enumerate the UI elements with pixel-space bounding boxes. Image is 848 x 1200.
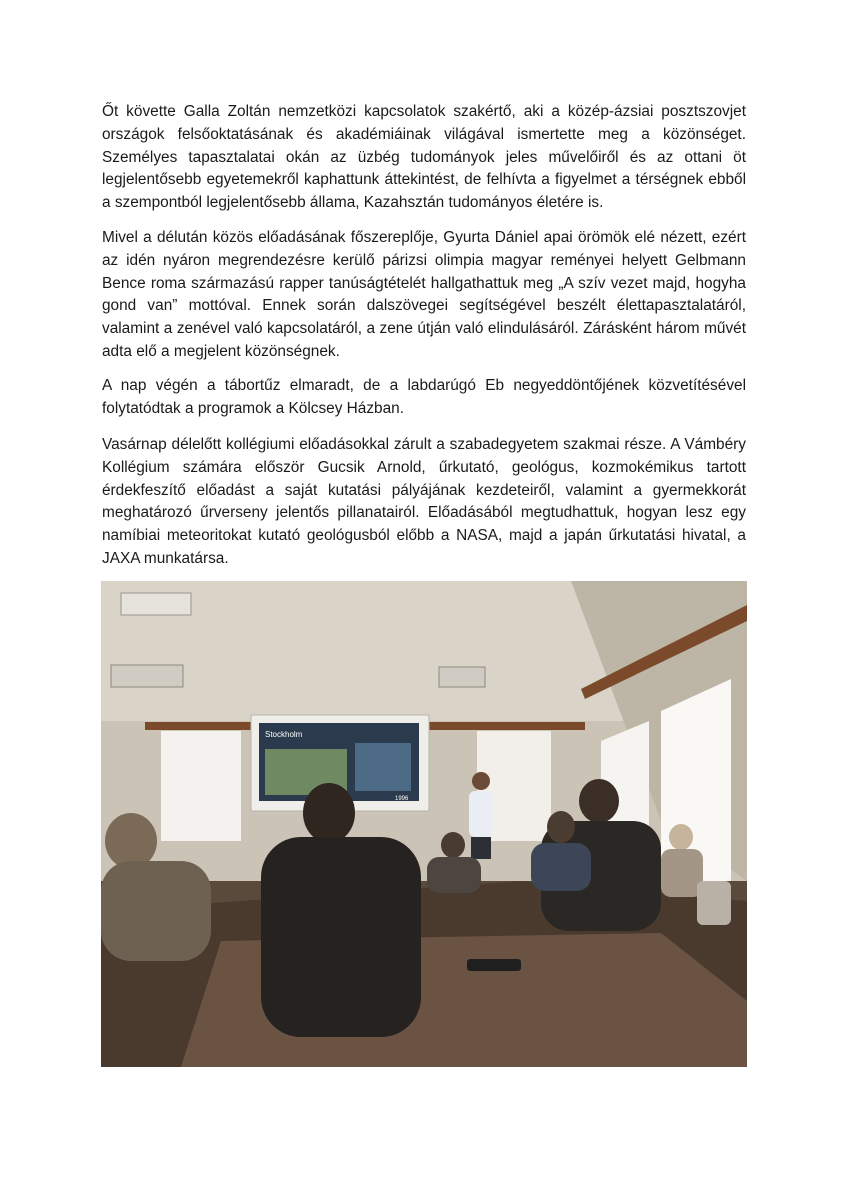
paragraph-4: Vasárnap délelőtt kollégiumi előadásokkal zárult a szabadegyetem szakmai része. A Vámbéry Kollégium számára először Gucsik Arnold, űrkutató, geológus, kozmokémikus tartott érdekfeszítő előadást a saját kutatási pályájának kezdeteiről, valamint a gyermekkorát meghatározó űrverseny jelentős pillanatairól. Előadásából megtudhattuk, hogyan lesz egy namíbiai meteoritokat kutató geológusból előbb a NASA, majd a japán űrkutatási hivatal, a JAXA munkatársa.	[102, 436, 746, 567]
audience-body	[661, 849, 703, 897]
lecture-photo	[101, 581, 747, 1067]
audience-head	[303, 783, 355, 843]
slide-year: 1996	[395, 796, 409, 802]
phone	[467, 959, 521, 971]
presenter-legs	[471, 837, 491, 859]
projector	[121, 593, 191, 615]
slide-title: Stockholm	[265, 730, 303, 739]
paragraph-3: A nap végén a tábortűz elmaradt, de a labdarúgó Eb negyeddöntőjének közvetítésével folytatódtak a programok a Kölcsey Házban.	[102, 377, 746, 417]
ac-unit-left	[111, 665, 183, 687]
ac-unit-right	[439, 667, 485, 687]
audience-body	[427, 857, 481, 893]
audience-head	[547, 811, 575, 843]
presenter-body	[469, 791, 493, 837]
window-left	[161, 731, 241, 841]
audience-body	[261, 837, 421, 1037]
audience-body	[531, 843, 591, 891]
audience-body	[101, 861, 211, 961]
audience-head	[441, 832, 465, 858]
paragraph-1: Őt követte Galla Zoltán nemzetközi kapcsolatok szakértő, aki a közép-ázsiai posztszovjet országok felsőoktatásának és akadémiáinak világával ismertette meg a közönséget. Személyes tapasztalatai okán az üzbég tudományok jeles művelőiről és az ottani öt legjelentősebb egyetemekről kaphattunk áttekintést, de felhívta a figyelmet a térségnek ebből a szempontból legjelentősebb állama, Kazahsztán tudományos életére is.	[102, 103, 746, 212]
presenter-head	[472, 772, 490, 790]
paragraph-2: Mivel a délután közös előadásának főszereplője, Gyurta Dániel apai örömök elé nézett, ezért az idén nyáron megrendezésre kerülő párizsi olimpia magyar reményei helyett Gelbmann Bence roma származású rapper tanúságtételét hallgathattuk meg „A szív vezet majd, hogyha gond van” mottóval. Ennek során dalszövegei segítségével beszélt élettapasztalatáról, valamint a zenével való kapcsolatáról, a zene útján való elindulásáról. Zárásként három művét adta elő a megjelent közönségnek.	[102, 229, 746, 360]
audience-head	[669, 824, 693, 850]
lecture-room-illustration	[101, 581, 747, 1067]
slide-photo-portrait	[355, 743, 411, 791]
audience-head	[105, 813, 157, 869]
audience-head	[579, 779, 619, 823]
bag	[697, 881, 731, 925]
